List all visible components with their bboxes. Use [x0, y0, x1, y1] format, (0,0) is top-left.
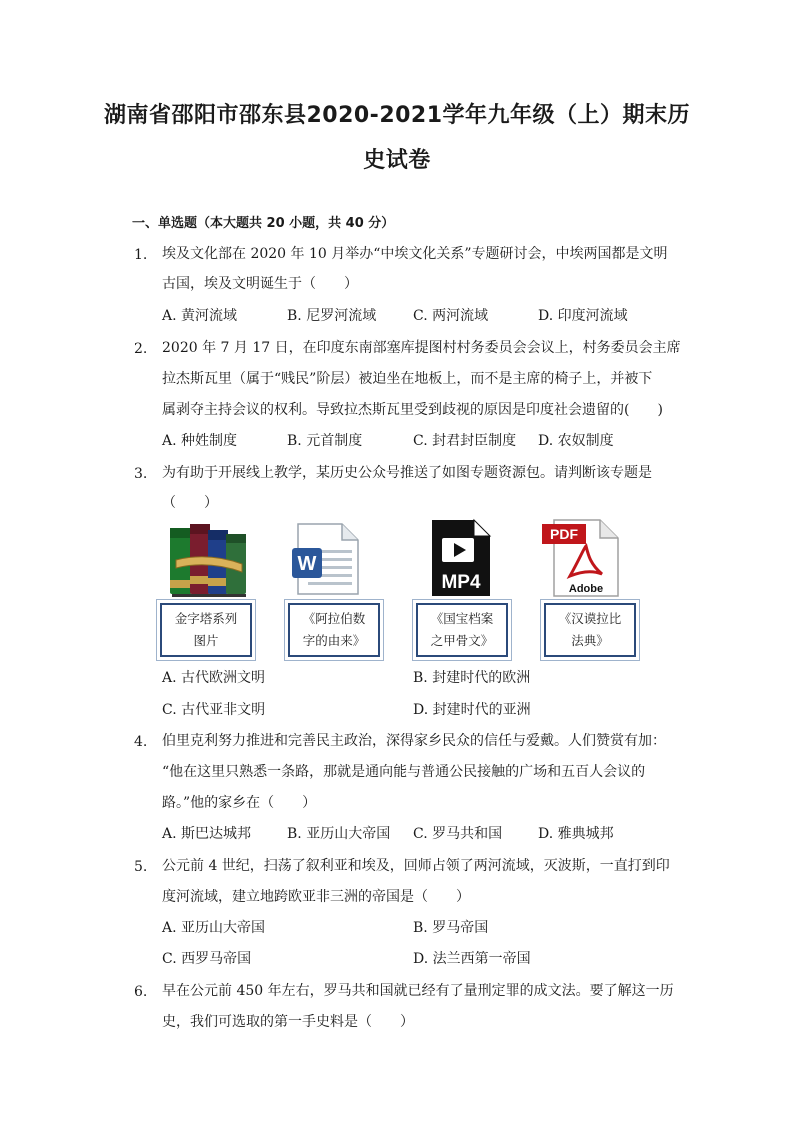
option-b: B. 元首制度: [287, 433, 363, 449]
pdf-label: PDF: [550, 526, 578, 542]
question-text: 古国，埃及文明诞生于（ ）: [162, 276, 358, 292]
document-title-line1: 湖南省邵阳市邵东县2020-2021学年九年级（上）期末历: [103, 103, 691, 128]
question-text: 公元前 4 世纪，扫荡了叙利亚和埃及，回师占领了两河流域，灭波斯，一直打到印: [162, 858, 670, 874]
question-text: 早在公元前 450 年左右，罗马共和国就已经有了量刑定罪的成文法。要了解这一历: [162, 983, 674, 999]
adobe-label: Adobe: [568, 583, 604, 595]
option-a: A. 斯巴达城邦: [162, 826, 252, 842]
question-number: 1.: [134, 247, 148, 263]
option-d: D. 印度河流域: [538, 308, 628, 324]
question-text: （ ）: [162, 495, 218, 511]
question-number: 3.: [134, 466, 148, 482]
option-a: A. 古代欧洲文明: [162, 670, 266, 686]
option-c: C. 罗马共和国: [413, 826, 503, 842]
option-b: B. 封建时代的欧洲: [413, 670, 531, 686]
option-a: A. 亚历山大帝国: [162, 920, 266, 936]
question-text: 路。”他的家乡在（ ）: [162, 795, 317, 811]
option-c: C. 西罗马帝国: [162, 951, 252, 967]
question-text: “他在这里只熟悉一条路，那就是通向能与普通公民接触的广场和五百人会议的: [162, 764, 646, 780]
question-number: 4.: [134, 734, 148, 750]
question-text: 为有助于开展线上教学，某历史公众号推送了如图专题资源包。请判断该专题是: [162, 465, 652, 481]
books-icon: [168, 520, 248, 598]
resource-caption: 《汉谟拉比 法典》: [544, 603, 636, 657]
option-d: D. 封建时代的亚洲: [413, 702, 531, 718]
pdf-file-icon: [540, 518, 622, 598]
question-number: 5.: [134, 859, 148, 875]
section-heading: 一、单选题（本大题共 20 小题，共 40 分）: [132, 216, 395, 231]
question-text: 拉杰斯瓦里（属于“贱民”阶层）被迫坐在地板上，而不是主席的椅子上，并被下: [162, 371, 653, 387]
option-d: D. 法兰西第一帝国: [413, 951, 531, 967]
resource-caption: 《阿拉伯数 字的由来》: [288, 603, 380, 657]
question-text: 伯里克利努力推进和完善民主政治，深得家乡民众的信任与爱戴。人们赞赏有加：: [162, 733, 666, 749]
question-number: 2.: [134, 341, 148, 357]
question-number: 6.: [134, 984, 148, 1000]
question-text: 史，我们可选取的第一手史料是（ ）: [162, 1014, 414, 1030]
question-text: 2020 年 7 月 17 日，在印度东南部塞库提图村村务委员会会议上，村务委员会主席: [162, 340, 681, 356]
option-b: B. 罗马帝国: [413, 920, 489, 936]
mp4-label: MP4: [441, 572, 481, 593]
option-b: B. 亚历山大帝国: [287, 826, 391, 842]
option-c: C. 古代亚非文明: [162, 702, 266, 718]
option-a: A. 黄河流域: [162, 308, 238, 324]
option-c: C. 封君封臣制度: [413, 433, 517, 449]
word-document-icon: [288, 520, 366, 598]
question-text: 属剥夺主持会议的权利。导致拉杰斯瓦里受到歧视的原因是印度社会遗留的( ): [162, 402, 663, 418]
option-c: C. 两河流域: [413, 308, 489, 324]
option-b: B. 尼罗河流域: [287, 308, 377, 324]
document-title-line2: 史试卷: [363, 148, 431, 173]
resource-caption: 《国宝档案 之甲骨文》: [416, 603, 508, 657]
question-text: 度河流域，建立地跨欧亚非三洲的帝国是（ ）: [162, 889, 470, 905]
svg-text:W: W: [297, 553, 317, 575]
option-d: D. 农奴制度: [538, 433, 614, 449]
option-d: D. 雅典城邦: [538, 826, 614, 842]
mp4-file-icon: [430, 518, 492, 598]
question-text: 埃及文化部在 2020 年 10 月举办“中埃文化关系”专题研讨会，中埃两国都是文明: [162, 246, 668, 262]
option-a: A. 种姓制度: [162, 433, 238, 449]
resource-caption: 金字塔系列 图片: [160, 603, 252, 657]
